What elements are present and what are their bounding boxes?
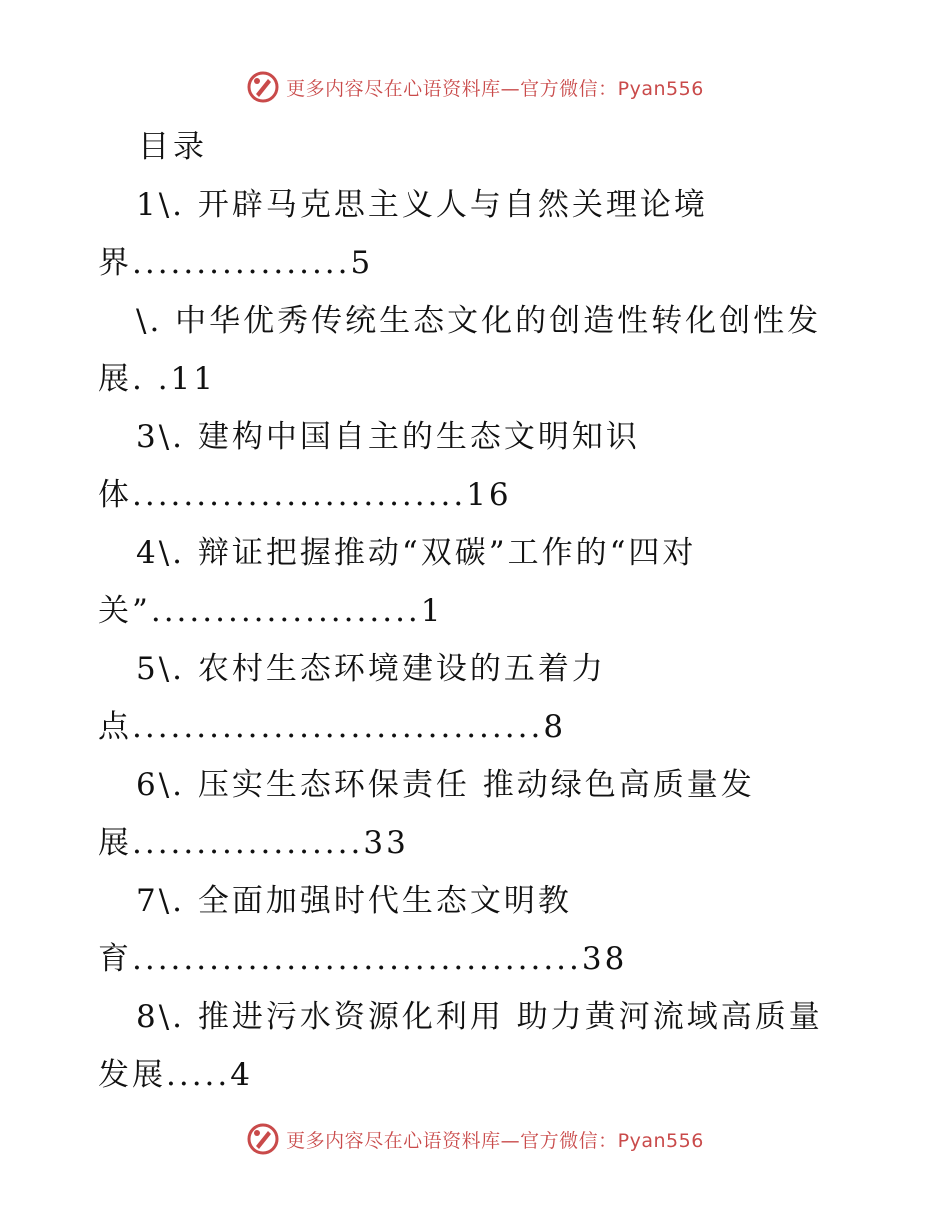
header-watermark (0, 70, 950, 104)
toc-entry-1-line1[interactable]: 1\. 开辟马克思主义人与自然关理论境 (136, 187, 708, 223)
toc-entry-4-line2[interactable]: 关”.....................1 (98, 593, 444, 629)
toc-entry-5-line2[interactable]: 点................................8 (98, 709, 567, 745)
table-of-contents (98, 118, 858, 1104)
toc-entry-5-line1[interactable]: 5\. 农村生态环境建设的五着力 (136, 651, 606, 687)
toc-entry-1-line2[interactable]: 界.................5 (98, 245, 374, 281)
toc-entry-6-line2[interactable]: 展..................33 (98, 825, 409, 861)
toc-entry-4-line1[interactable]: 4\. 辩证把握推动“双碳”工作的“四对 (136, 535, 697, 571)
toc-entry-2-line1[interactable]: \. 中华优秀传统生态文化的创造性转化创性发 (136, 303, 822, 339)
toc-entry-2-line2[interactable]: 展. .11 (98, 361, 217, 397)
toc-entry-7-line1[interactable]: 7\. 全面加强时代生态文明教 (136, 883, 572, 919)
toc-entry-8-line2[interactable]: 发展.....4 (98, 1057, 253, 1093)
pen-seal-icon (246, 1122, 280, 1156)
toc-entry-3-line2[interactable]: 体..........................16 (98, 477, 512, 513)
footer-watermark (0, 1122, 950, 1156)
toc-title: 目录 (138, 129, 208, 165)
toc-entry-7-line2[interactable]: 育...................................38 (98, 941, 628, 977)
pen-seal-icon (246, 70, 280, 104)
toc-entry-3-line1[interactable]: 3\. 建构中国自主的生态文明知识 (136, 419, 640, 455)
toc-entry-6-line1[interactable]: 6\. 压实生态环保责任 推动绿色高质量发 (136, 767, 755, 803)
toc-entry-8-line1[interactable]: 8\. 推进污水资源化利用 助力黄河流域高质量 (136, 999, 823, 1035)
watermark-text: 更多内容尽在心语资料库—官方微信：Pyan556 (286, 77, 704, 100)
watermark-text: 更多内容尽在心语资料库—官方微信：Pyan556 (286, 1129, 704, 1152)
